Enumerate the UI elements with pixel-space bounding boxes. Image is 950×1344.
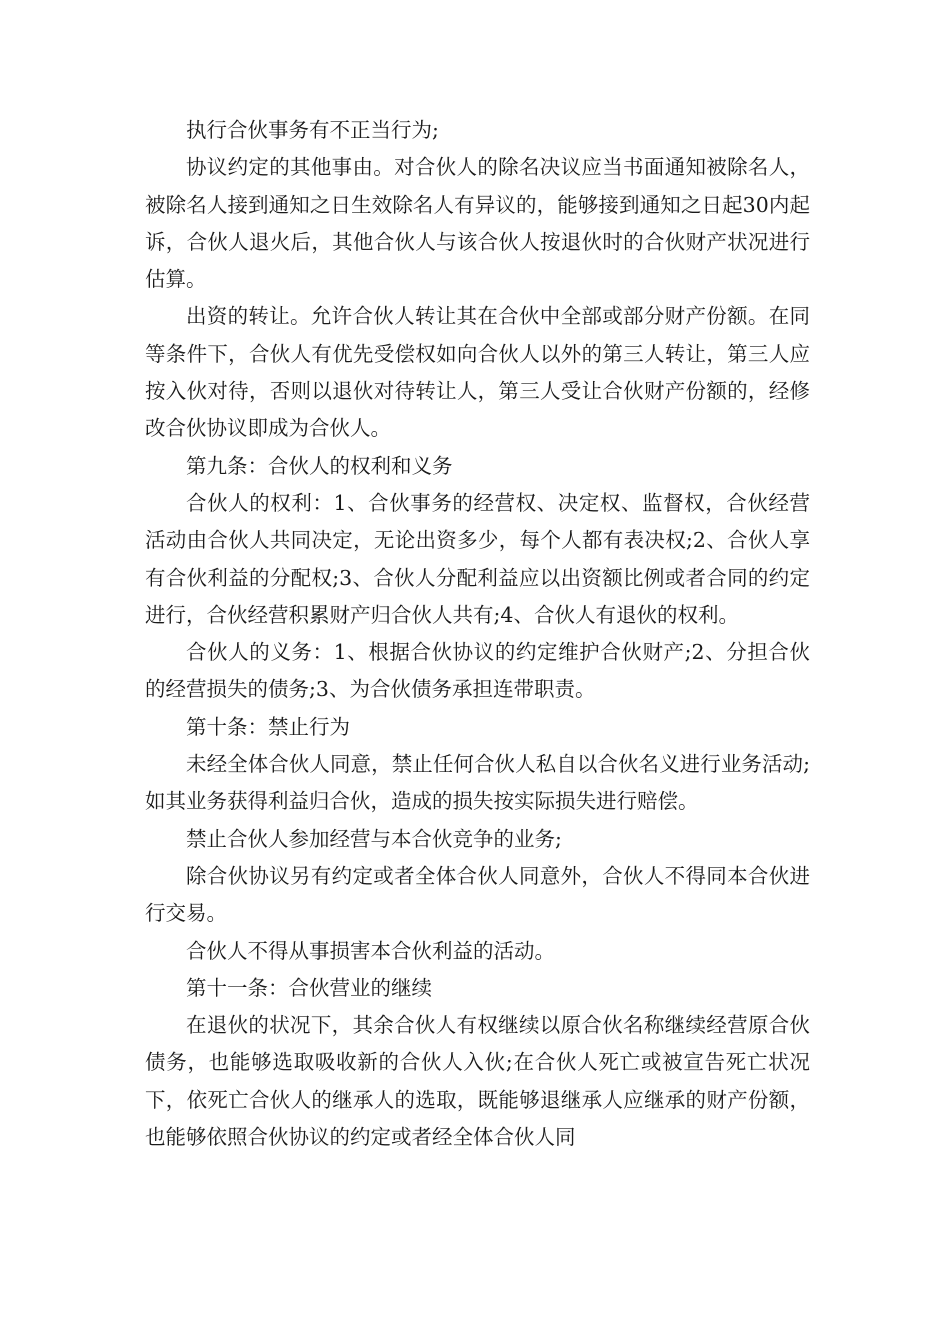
heading-article-10: 第十条：禁止行为 — [186, 714, 350, 739]
paragraph-business-continuation: 在退伙的状况下，其余合伙人有权继续以原合伙名称继续经营原合伙债务，也能够选取吸收新的合伙人入伙;在合伙人死亡或被宣告死亡状况下，依死亡合伙人的继承人的选取，既能够退继承人应继承的财产份额，也能够依照合伙协议的约定或者经全体合伙人同 — [145, 1013, 810, 1150]
paragraph-capital-transfer: 出资的转让。允许合伙人转让其在合伙中全部或部分财产份额。在同等条件下，合伙人有优先受偿权如向合伙人以外的第三人转让，第三人应按入伙对待，否则以退伙对待转让人，第三人受让合伙财产份额的，经修改合伙协议即成为合伙人。 — [145, 304, 810, 441]
paragraph-no-competition: 禁止合伙人参加经营与本合伙竞争的业务; — [186, 826, 562, 851]
paragraph-partner-rights: 合伙人的权利：1、合伙事务的经营权、决定权、监督权，合伙经营活动由合伙人共同决定，无论出资多少，每个人都有表决权;2、合伙人享有合伙利益的分配权;3、合伙人分配利益应以出资额比例或者合同的约定进行，合伙经营积累财产归合伙人共有;4、合伙人有退伙的权利。 — [145, 490, 810, 627]
paragraph-unauthorized-business: 未经全体合伙人同意，禁止任何合伙人私自以合伙名义进行业务活动;如其业务获得利益归合伙，造成的损失按实际损失进行赔偿。 — [145, 752, 810, 814]
paragraph-no-harm: 合伙人不得从事损害本合伙利益的活动。 — [186, 938, 555, 963]
paragraph-no-self-dealing: 除合伙协议另有约定或者全体合伙人同意外，合伙人不得同本合伙进行交易。 — [145, 863, 810, 926]
paragraph-expulsion: 协议约定的其他事由。对合伙人的除名决议应当书面通知被除名人，被除名人接到通知之日生效除名人有异议的，能够接到通知之日起30内起诉，合伙人退火后，其他合伙人与该合伙人按退伙时的合伙财产状况进行估算。 — [145, 155, 810, 292]
paragraph-improper-conduct: 执行合伙事务有不正当行为; — [186, 118, 439, 142]
heading-article-9: 第九条：合伙人的权利和义务 — [186, 453, 453, 478]
heading-article-11: 第十一条：合伙营业的继续 — [186, 975, 432, 1000]
paragraph-partner-obligations: 合伙人的义务：1、根据合伙协议的约定维护合伙财产;2、分担合伙的经营损失的债务;3、为合伙债务承担连带职责。 — [145, 640, 810, 702]
document-page — [145, 112, 810, 1156]
